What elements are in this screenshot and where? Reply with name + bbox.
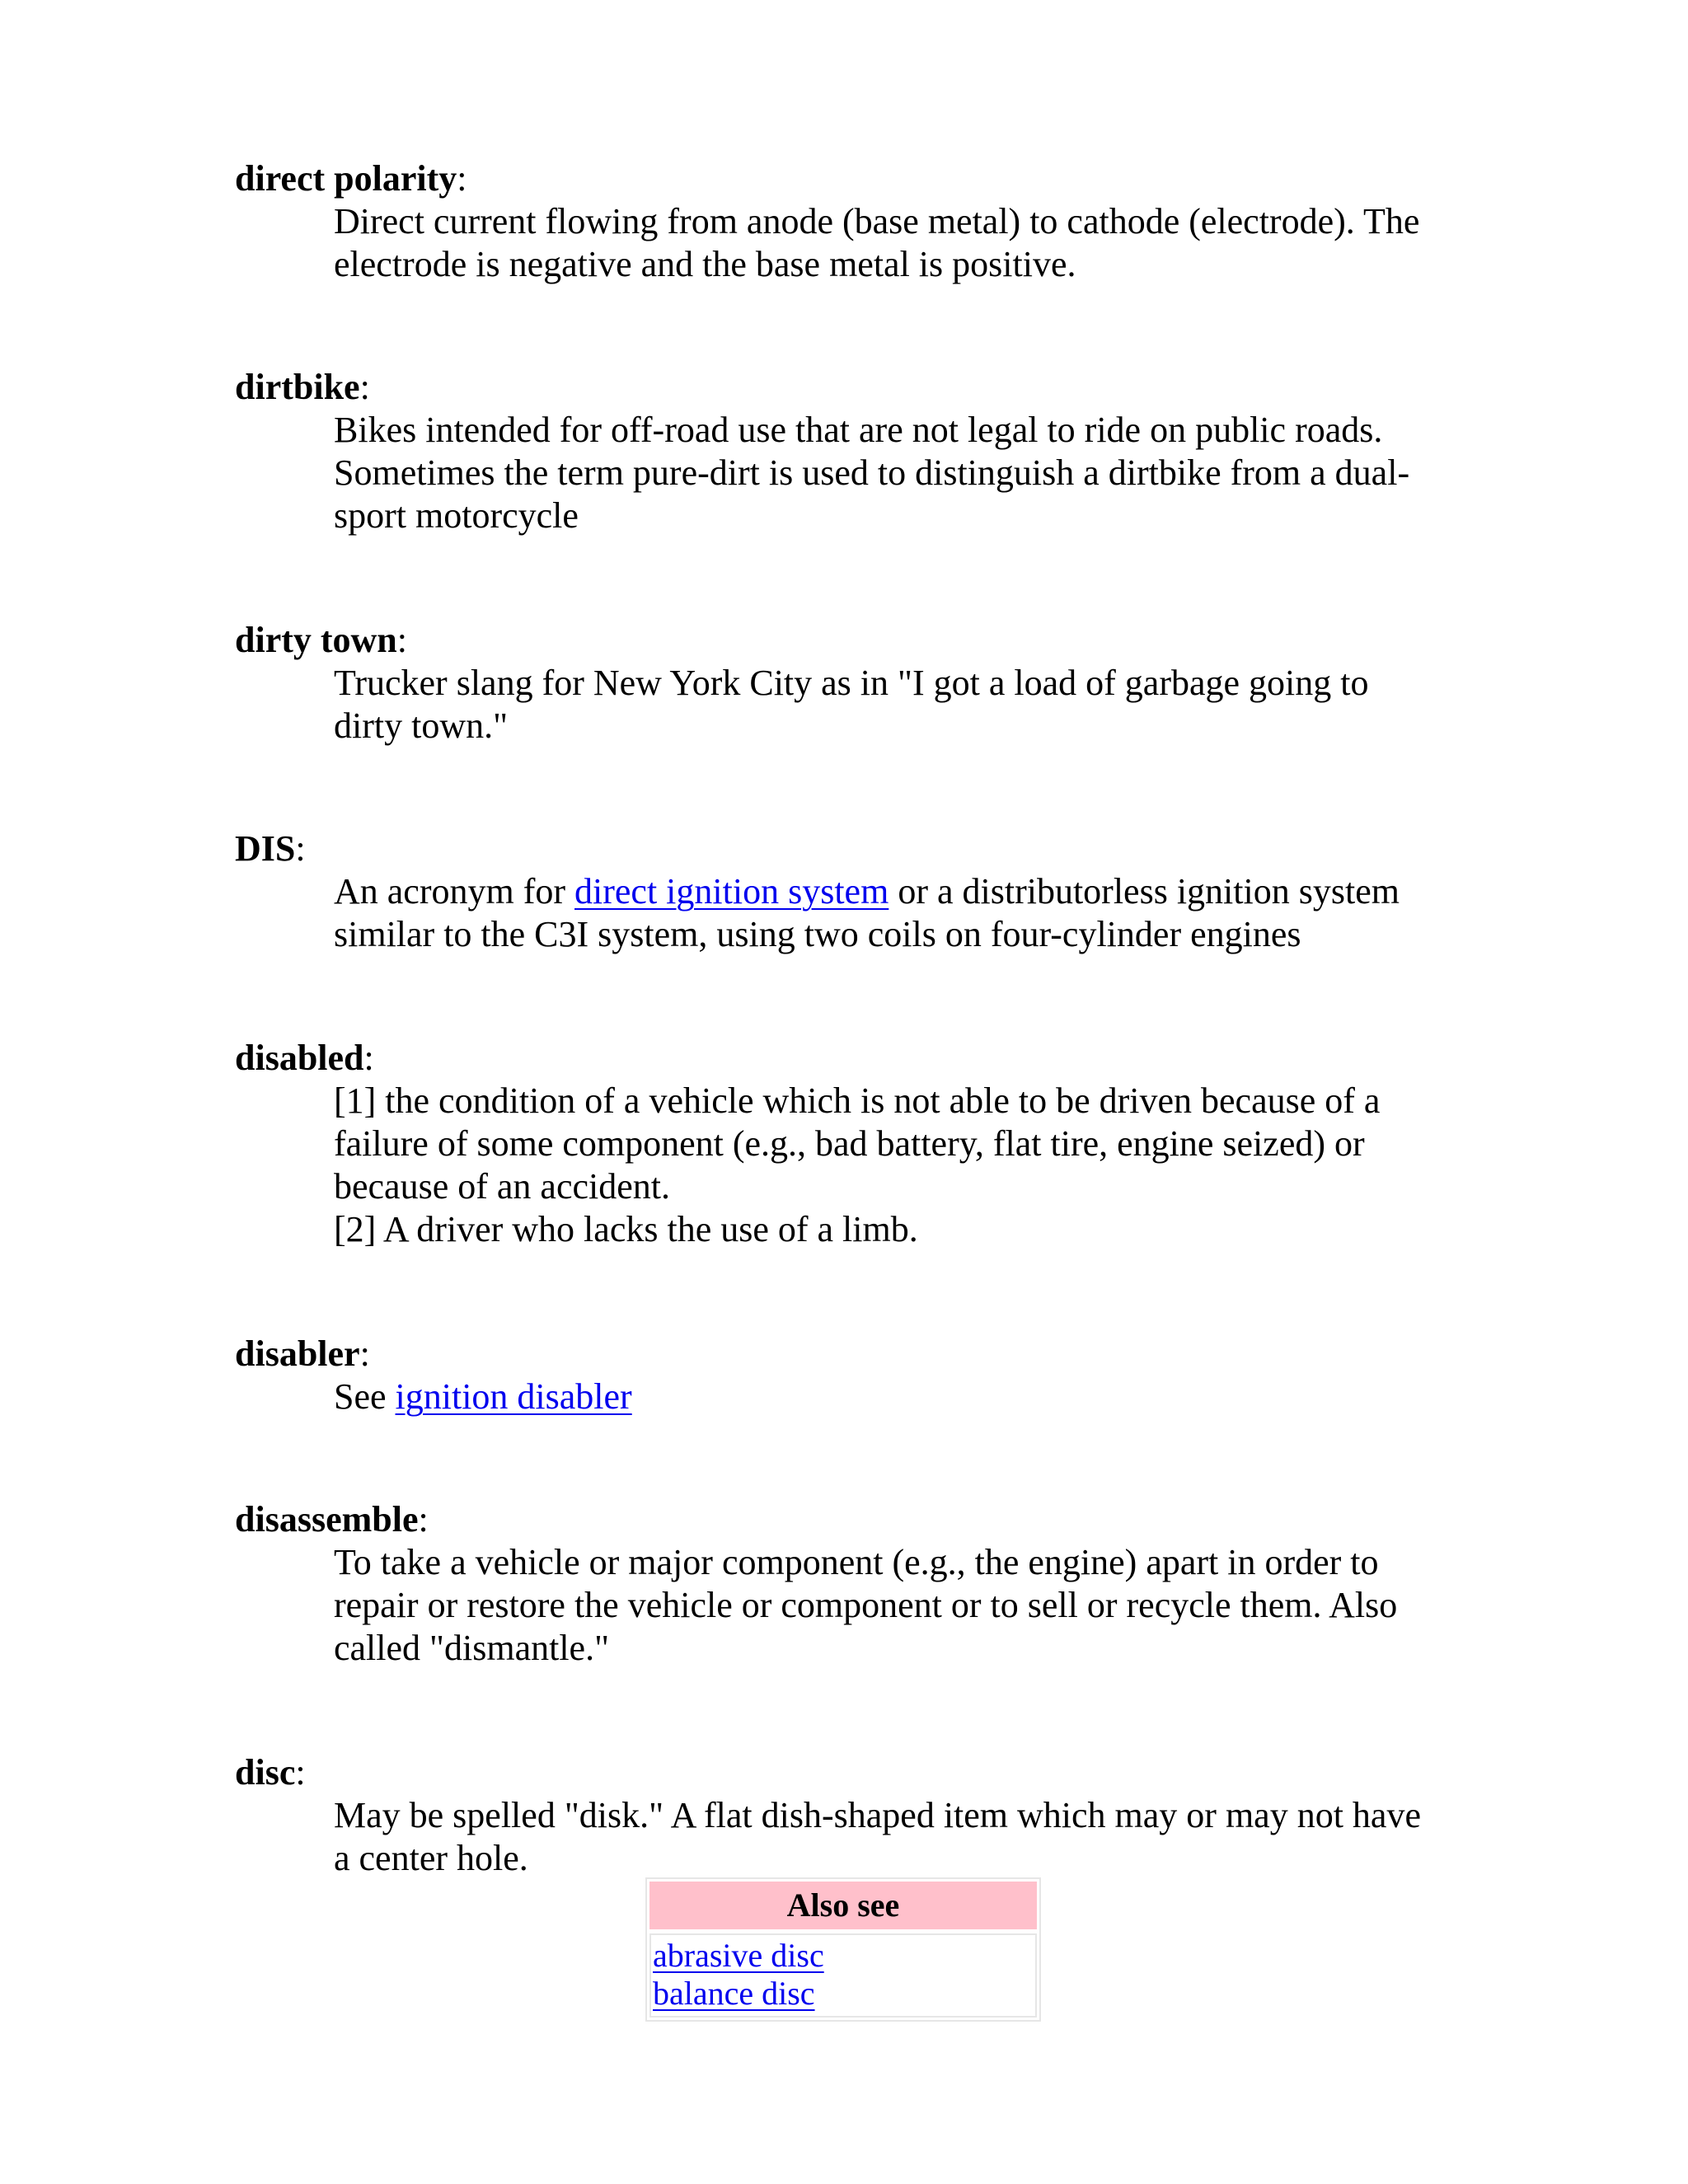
definition-line: electrode is negative and the base metal is positive. [334, 244, 1076, 284]
term-heading [235, 366, 1471, 409]
term-disc: disc [235, 1752, 296, 1793]
term-colon: : [295, 828, 306, 869]
definition-line: [2] A driver who lacks the use of a limb. [334, 1209, 918, 1249]
definition-text: An acronym for [334, 871, 575, 912]
definition-disabled [334, 1080, 1471, 1251]
term-heading [235, 1498, 1471, 1541]
definition-dirty-town [334, 662, 1471, 748]
definition-line: sport motorcycle [334, 495, 579, 536]
term-heading [235, 157, 1471, 200]
definition-dis [334, 870, 1471, 956]
definition-disc [334, 1794, 1471, 1880]
term-direct-polarity: direct polarity [235, 158, 457, 199]
definition-line: [1] the condition of a vehicle which is not able to be driven because of a [334, 1080, 1381, 1121]
definition-line: Sometimes the term pure-dirt is used to distinguish a dirtbike from a dual- [334, 452, 1410, 493]
term-heading [235, 827, 1471, 870]
link-ignition-disabler[interactable]: ignition disabler [395, 1376, 632, 1417]
link-abrasive-disc[interactable]: abrasive disc [653, 1937, 824, 1974]
definition-line: called "dismantle." [334, 1628, 610, 1668]
term-colon: : [363, 1038, 374, 1078]
definition-line: similar to the C3I system, using two coils on four-cylinder engines [334, 914, 1301, 954]
term-colon: : [396, 620, 408, 660]
term-disassemble: disassemble [235, 1499, 419, 1540]
definition-line: failure of some component (e.g., bad battery, flat tire, engine seized) or [334, 1123, 1365, 1164]
term-heading [235, 619, 1471, 662]
term-heading [235, 1037, 1471, 1080]
glossary-entry-disabled [235, 1037, 1471, 1251]
term-heading [235, 1333, 1471, 1376]
term-colon: : [359, 367, 370, 407]
glossary-entry-direct-polarity [235, 157, 1471, 286]
also-see-header: Also see [649, 1882, 1037, 1929]
term-colon: : [418, 1499, 429, 1540]
glossary-entry-dirtbike [235, 366, 1471, 537]
definition-direct-polarity [334, 200, 1471, 286]
glossary-entry-disabler [235, 1333, 1471, 1418]
term-colon: : [295, 1752, 306, 1793]
definition-line: dirty town." [334, 705, 509, 746]
glossary-entry-disc [235, 1751, 1471, 1880]
glossary-entry-dirty-town [235, 619, 1471, 748]
definition-line: repair or restore the vehicle or component or to sell or recycle them. Also [334, 1585, 1398, 1625]
term-dis: DIS [235, 828, 296, 869]
definition-line: Bikes intended for off-road use that are not legal to ride on public roads. [334, 410, 1383, 450]
also-see-links [649, 1933, 1037, 2018]
definition-line: May be spelled "disk." A flat dish-shaped item which may or may not have [334, 1795, 1421, 1835]
definition-text: or a distributorless ignition system [889, 871, 1400, 912]
definition-disabler [334, 1376, 1471, 1418]
term-dirty-town: dirty town [235, 620, 397, 660]
definition-line: because of an accident. [334, 1166, 670, 1207]
definition-line [334, 1376, 1471, 1418]
definition-line: a center hole. [334, 1838, 528, 1878]
link-balance-disc[interactable]: balance disc [653, 1975, 815, 2012]
definition-line [334, 870, 1471, 913]
definition-line: To take a vehicle or major component (e.g., the engine) apart in order to [334, 1542, 1379, 1582]
glossary-entry-disassemble [235, 1498, 1471, 1670]
also-see-table [645, 1877, 1041, 2022]
glossary-entry-dis [235, 827, 1471, 956]
term-colon: : [457, 158, 467, 199]
term-heading [235, 1751, 1471, 1794]
link-direct-ignition-system[interactable]: direct ignition system [574, 871, 889, 912]
definition-line: Direct current flowing from anode (base metal) to cathode (electrode). The [334, 201, 1420, 241]
term-disabler: disabler [235, 1333, 360, 1374]
term-disabled: disabled [235, 1038, 364, 1078]
definition-line: Trucker slang for New York City as in "I got a load of garbage going to [334, 663, 1369, 703]
term-dirtbike: dirtbike [235, 367, 360, 407]
definition-disassemble [334, 1541, 1471, 1670]
definition-text: See [334, 1376, 396, 1417]
term-colon: : [359, 1333, 370, 1374]
definition-dirtbike [334, 409, 1471, 537]
